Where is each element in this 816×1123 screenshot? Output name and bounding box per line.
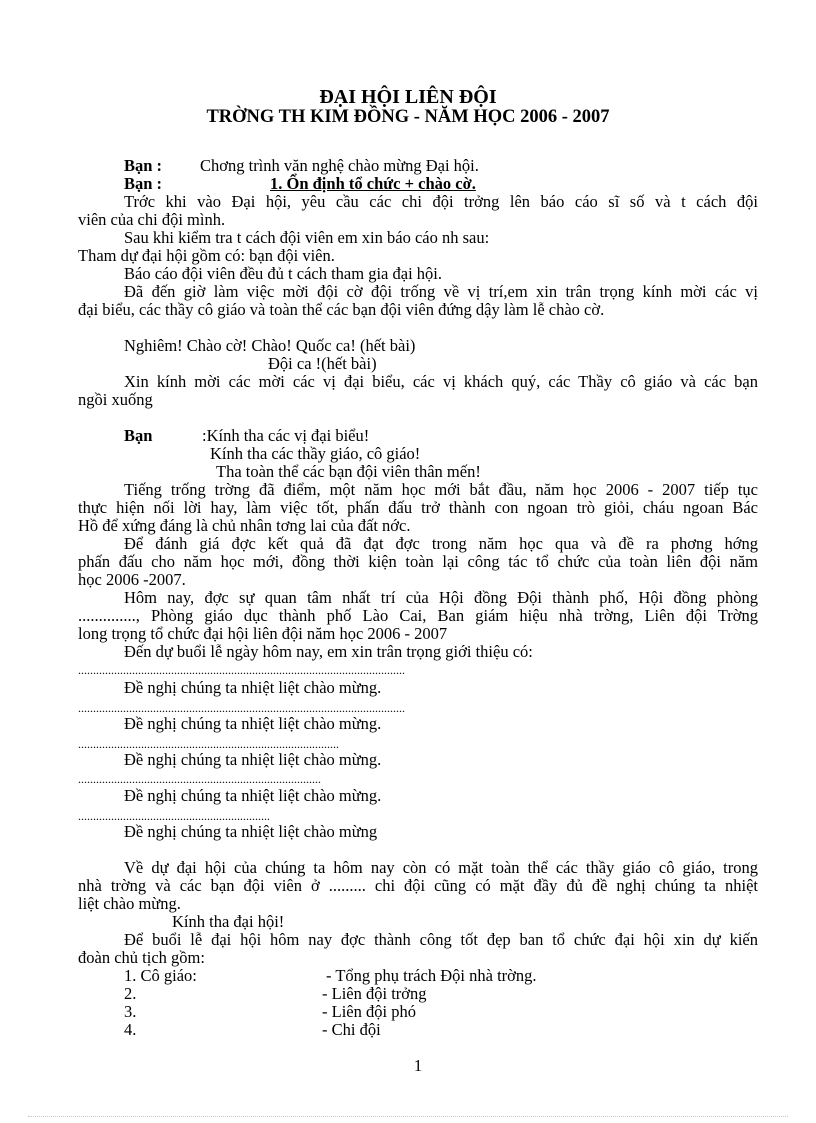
section-label: Bạn	[124, 426, 153, 445]
section-label: Bạn :	[124, 174, 163, 193]
paragraph-line: Kính tha đại hội!	[172, 912, 285, 931]
blank-fill-line: .......................................................................................	[78, 738, 339, 750]
section-heading: 1. Ổn định tổ chức + chào cờ.	[270, 174, 476, 193]
blank-fill-line: ................................................................	[78, 810, 270, 822]
paragraph-line: đại biểu, các thầy cô giáo và toàn thể các bạn đội viên đứng dậy làm lễ chào cờ.	[78, 300, 605, 319]
presidium-number: 1. Cô giáo:	[124, 966, 197, 985]
paragraph-line: học 2006 -2007.	[78, 570, 186, 589]
paragraph-line: viên của chi đội mình.	[78, 210, 226, 229]
paragraph-line: liệt chào mừng.	[78, 894, 181, 913]
paragraph-line: Hồ để xứng đáng là chủ nhân tơng lai của đất nớc.	[78, 516, 411, 535]
welcome-line: Đề nghị chúng ta nhiệt liệt chào mừng.	[124, 786, 382, 805]
paragraph-line: Hôm nay, đợc sự quan tâm nhất trí của Hội đồng Đội thành phố, Hội đồng phòng	[124, 588, 758, 607]
paragraph-line: Đã đến giờ làm việc mời đội cờ đội trống về vị trí,em xin trân trọng kính mời các vị	[124, 282, 758, 301]
paragraph-line: Đến dự buổi lễ ngày hôm nay, em xin trân trọng giới thiệu có:	[124, 642, 533, 661]
welcome-line: Đề nghị chúng ta nhiệt liệt chào mừng.	[124, 750, 382, 769]
paragraph-line: Xin kính mời các mời các vị đại biểu, các vị khách quý, các Thầy cô giáo và các bạn	[124, 372, 758, 391]
presidium-role: - Tổng phụ trách Đội nhà trờng.	[326, 966, 537, 985]
welcome-line: Đề nghị chúng ta nhiệt liệt chào mừng	[124, 822, 378, 841]
page-bottom-divider	[28, 1116, 788, 1117]
paragraph-line: nhà trờng và các bạn đội viên ở ......... chi đội cũng có mặt đầy đủ đề nghị chúng ta nhiệt	[78, 876, 758, 895]
blank-fill-line: .............................................................................................................	[78, 664, 405, 676]
blank-fill-line: .............................................................................................................	[78, 702, 405, 714]
welcome-line: Đề nghị chúng ta nhiệt liệt chào mừng.	[124, 678, 382, 697]
paragraph-line: đoàn chủ tịch gồm:	[78, 948, 205, 967]
greeting-line: :Kính tha các vị đại biểu!	[202, 426, 370, 445]
paragraph-line: Để buổi lễ đại hội hôm nay đợc thành công tốt đẹp ban tổ chức đại hội xin dự kiến	[124, 930, 758, 949]
blank-fill-line: .................................................................................	[78, 773, 321, 785]
greeting-line: Kính tha các thầy giáo, cô giáo!	[210, 444, 421, 463]
document-title: ĐẠI HỘI LIÊN ĐỘI	[319, 86, 497, 108]
paragraph-line: Báo cáo đội viên đều đủ t cách tham gia đại hội.	[124, 264, 442, 283]
document-subtitle: TRỜNG TH KIM ĐỒNG - NĂM HỌC 2006 - 2007	[206, 107, 610, 127]
paragraph-line: Sau khi kiểm tra t cách đội viên em xin báo cáo nh sau:	[124, 228, 490, 247]
presidium-number: 3.	[124, 1002, 137, 1021]
paragraph-line: phấn đấu cho năm học mới, đồng thời kiện toàn lại công tác tổ chức của toàn liên đội năm	[78, 552, 758, 571]
paragraph-line: Trớc khi vào Đại hội, yêu cầu các chi đội trởng lên báo cáo sĩ số và t cách đội	[124, 192, 758, 211]
page-number: 1	[413, 1056, 423, 1075]
paragraph-line: Về dự đại hội của chúng ta hôm nay còn có mặt toàn thể các thầy giáo cô giáo, trong	[124, 858, 758, 877]
presidium-role: - Chi đội	[322, 1020, 381, 1039]
paragraph-line: Đội ca !(hết bài)	[268, 354, 377, 373]
paragraph-line: Nghiêm! Chào cờ! Chào! Quốc ca! (hết bài)	[124, 336, 416, 355]
paragraph-line: Để đánh giá đợc kết quả đã đạt đợc trong năm học qua và đề ra phơng hớng	[124, 534, 758, 553]
presidium-number: 2.	[124, 984, 137, 1003]
welcome-line: Đề nghị chúng ta nhiệt liệt chào mừng.	[124, 714, 382, 733]
presidium-role: - Liên đội trởng	[322, 984, 427, 1003]
paragraph-line: thực hiện nối lời hay, làm việc tốt, phấn đấu trở thành con ngoan trò giỏi, cháu ngoan Bác	[78, 498, 758, 517]
presidium-role: - Liên đội phó	[322, 1002, 416, 1021]
paragraph-line: .............., Phòng giáo dục thành phố Lào Cai, Ban giám hiệu nhà trờng, Liên đội Trờng	[78, 606, 758, 625]
section-label: Bạn :	[124, 156, 163, 175]
paragraph-line: Tiếng trống trờng đã điểm, một năm học mới bắt đầu, năm học 2006 - 2007 tiếp tục	[124, 480, 758, 499]
greeting-line: Tha toàn thể các bạn đội viên thân mến!	[216, 462, 481, 481]
section-text: Chơng trình văn nghệ chào mừng Đại hội.	[200, 156, 479, 175]
presidium-number: 4.	[124, 1020, 137, 1039]
paragraph-line: ngồi xuống	[78, 390, 153, 409]
paragraph-line: long trọng tổ chức đại hội liên đội năm học 2006 - 2007	[78, 624, 448, 643]
paragraph-line: Tham dự đại hội gồm có: bạn đội viên.	[78, 246, 335, 265]
